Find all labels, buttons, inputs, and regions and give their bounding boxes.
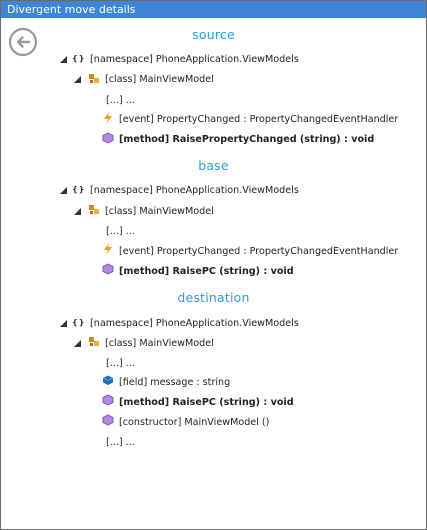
tree-item-method[interactable]: [method] RaisePropertyChanged (string) : void — [119, 134, 375, 145]
event-icon — [102, 112, 114, 124]
class-icon — [88, 73, 100, 85]
tree-item-method[interactable]: [method] RaisePC (string) : void — [119, 266, 294, 277]
method-icon — [102, 132, 114, 144]
constructor-icon — [102, 414, 114, 426]
class-icon — [88, 204, 100, 216]
section-header-destination: destination — [177, 290, 250, 305]
window-title: Divergent move details — [1, 1, 426, 18]
tree-item-class[interactable]: [class] MainViewModel — [105, 74, 214, 85]
tree-item-namespace[interactable]: [namespace] PhoneApplication.ViewModels — [90, 185, 299, 196]
collapse-arrow-icon[interactable] — [74, 340, 81, 347]
tree-item-constructor[interactable]: [constructor] MainViewModel () — [119, 417, 270, 428]
tree-item-event[interactable]: [event] PropertyChanged : PropertyChangedEventHandler — [119, 246, 399, 257]
tree-item-event[interactable]: [event] PropertyChanged : PropertyChangedEventHandler — [119, 114, 399, 125]
collapse-arrow-icon[interactable] — [60, 320, 67, 327]
namespace-icon: {} — [72, 318, 86, 327]
namespace-icon: {} — [72, 185, 86, 194]
field-icon — [102, 374, 114, 386]
collapse-arrow-icon[interactable] — [74, 76, 81, 83]
method-icon — [102, 394, 114, 406]
tree-item-field[interactable]: [field] message : string — [119, 377, 231, 388]
collapse-arrow-icon[interactable] — [60, 187, 67, 194]
event-icon — [102, 243, 114, 255]
tree-item-class[interactable]: [class] MainViewModel — [105, 338, 214, 349]
tree-item-namespace[interactable]: [namespace] PhoneApplication.ViewModels — [90, 318, 299, 329]
tree-item-class[interactable]: [class] MainViewModel — [105, 206, 214, 217]
tree-item-ellipsis[interactable]: [...] ... — [106, 226, 135, 237]
namespace-icon: {} — [72, 54, 86, 63]
tree-item-method[interactable]: [method] RaisePC (string) : void — [119, 397, 294, 408]
tree-item-ellipsis[interactable]: [...] ... — [106, 437, 135, 448]
class-icon — [88, 336, 100, 348]
collapse-arrow-icon[interactable] — [74, 208, 81, 215]
tree-item-namespace[interactable]: [namespace] PhoneApplication.ViewModels — [90, 54, 299, 65]
section-header-source: source — [192, 27, 235, 42]
collapse-arrow-icon[interactable] — [60, 56, 67, 63]
section-header-base: base — [198, 158, 229, 173]
tree-item-ellipsis[interactable]: [...] ... — [106, 358, 135, 369]
tree-item-ellipsis[interactable]: [...] ... — [106, 95, 135, 106]
method-icon — [102, 263, 114, 275]
